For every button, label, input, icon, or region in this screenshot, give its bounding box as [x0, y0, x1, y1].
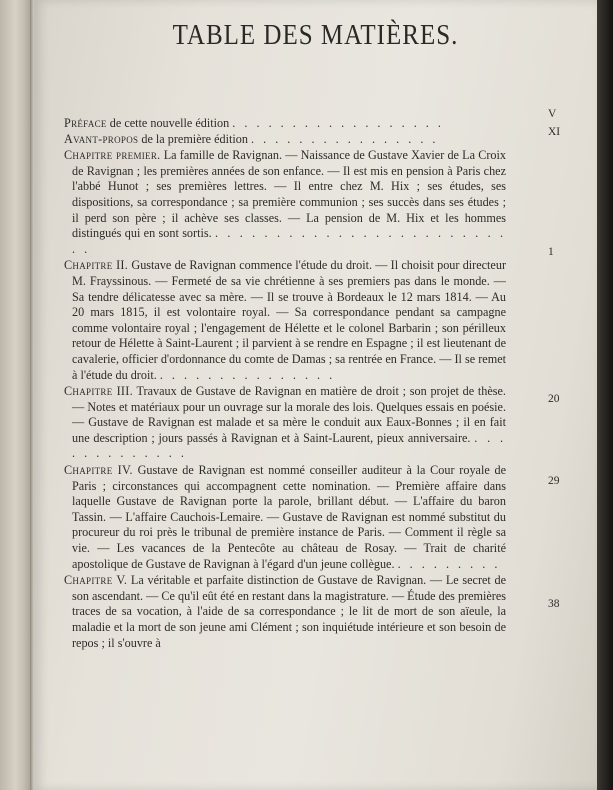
toc-entry-avant-propos [64, 132, 506, 148]
toc-entry-chapter-1 [64, 148, 506, 257]
page-number-avant-propos: XI [548, 126, 561, 138]
toc-entry-preface [64, 116, 506, 132]
toc-entry-head: Avant-propos [64, 131, 139, 146]
toc-entry-head: Chapitre premier. [64, 148, 161, 163]
page-number-chapter-1: 1 [548, 246, 554, 258]
toc-entry-head: Chapitre III. [64, 384, 133, 399]
toc-entry-chapter-2 [64, 258, 506, 383]
toc-entry-chapter-5 [64, 573, 506, 651]
table-of-contents [64, 116, 506, 651]
toc-leader-dots: . . . . . . . . . . . . . . . . . . [232, 116, 444, 130]
toc-entry-text: La véritable et parfaite distinction de Gustave de Ravignan. — Le secret de son ascendant. — Ce qu'il eût été en restant dans la magistrature. — Étude des premières traces de sa vocation, à l'aide de sa correspondance ; le lit de mort de son aïeule, la maladie et la mort de son jeune ami Clément ; son inquiétude intérieure et son besoin de repos ; il s'ouvre à [72, 573, 507, 650]
page-number-chapter-4: 38 [548, 598, 560, 610]
page-number-preface: V [548, 108, 557, 120]
toc-leader-dots: . . . . . . . . . . . . . . . . [251, 131, 439, 146]
page-title: TABLE DES MATIÈRES. [172, 19, 459, 51]
toc-entry-text: de la première édition [141, 131, 248, 146]
toc-entry-chapter-3 [64, 384, 506, 462]
page-edge-shadow [597, 0, 613, 790]
toc-leader-dots: . . . . . . . . . . . . . . . . . . . . . . . . . . [72, 226, 507, 256]
toc-entry-head: Chapitre IV. [64, 463, 133, 478]
toc-entry-text: de cette nouvelle édition [109, 116, 230, 130]
toc-entry-text: Travaux de Gustave de Ravignan en matière de droit ; son projet de thèse. — Notes et matériaux pour un ouvrage sur la morale des lois. Quelques essais en poésie. — Gustave de Ravignan est malade et sa mère le conduit aux Eaux-Bonnes ; il en fait une description ; jours passés à Ravignan et à Saint-Laurent, pieux anniversaire. [72, 384, 506, 445]
toc-entry-head: Préface [64, 116, 107, 130]
toc-entry-text: La famille de Ravignan. — Naissance de Gustave Xavier de La Croix de Ravignan ; les premières années de son enfance. — Il est mis en pension à Paris chez l'abbé Hunot ; ses premières lettres. — Il entre chez M. Hix ; ses études, ses dispositions, sa correspondance ; sa première communion ; ses succès dans ses études ; il perd son père ; il achève ses classes. — La pension de M. Hix et les hommes distingués qui en sont sortis. [72, 148, 507, 241]
toc-entry-chapter-4 [64, 463, 506, 572]
toc-leader-dots: . . . . . . . . . . . . . [72, 430, 506, 461]
toc-leader-dots: . . . . . . . . . [397, 556, 501, 571]
toc-entry-text: Gustave de Ravignan commence l'étude du droit. — Il choisit pour directeur M. Frayssinous. — Fermeté de sa vie chrétienne à ses premiers pas dans le monde. — Sa tendre délicatesse avec sa mère. — Il se trouve à Bordeaux le 12 mars 1814. — Au 20 mars 1815, il est volontaire royal. — Sa correspondance pendant sa campagne comme volontaire royal ; l'engagement de Hélette et le colonel Barbarin ; son périlleux retour de Hélette à Saint-Laurent ; il parvient à se rendre en Espagne ; il est lieutenant de cavalerie, officier d'ordonnance du comte de Damas ; sa rentrée en France. — Il se remet à l'étude du droit. [72, 258, 506, 382]
page-number-chapter-3: 29 [548, 475, 560, 487]
page-number-chapter-2: 20 [548, 393, 560, 405]
toc-entry-head: Chapitre V. [64, 573, 128, 588]
book-spine [0, 0, 34, 790]
toc-entry-text: Gustave de Ravignan est nommé conseiller auditeur à la Cour royale de Paris ; circonstances qui accompagnent cette nomination. — Première affaire dans laquelle Gustave de Ravignan porte la parole, brillant début. — L'affaire du baron Tassin. — L'affaire Cauchois-Lemaire. — Gustave de Ravignan est nommé substitut du procureur du roi près le tribunal de première instance de Paris. — Comment il règle sa vie. — Les vacances de la Pentecôte au château de Rosay. — Trait de charité apostolique de Gustave de Ravignan à l'égard d'un jeune collègue. [72, 463, 507, 571]
toc-leader-dots: . . . . . . . . . . . . . . . [159, 367, 336, 382]
toc-entry-head: Chapitre II. [64, 258, 129, 273]
